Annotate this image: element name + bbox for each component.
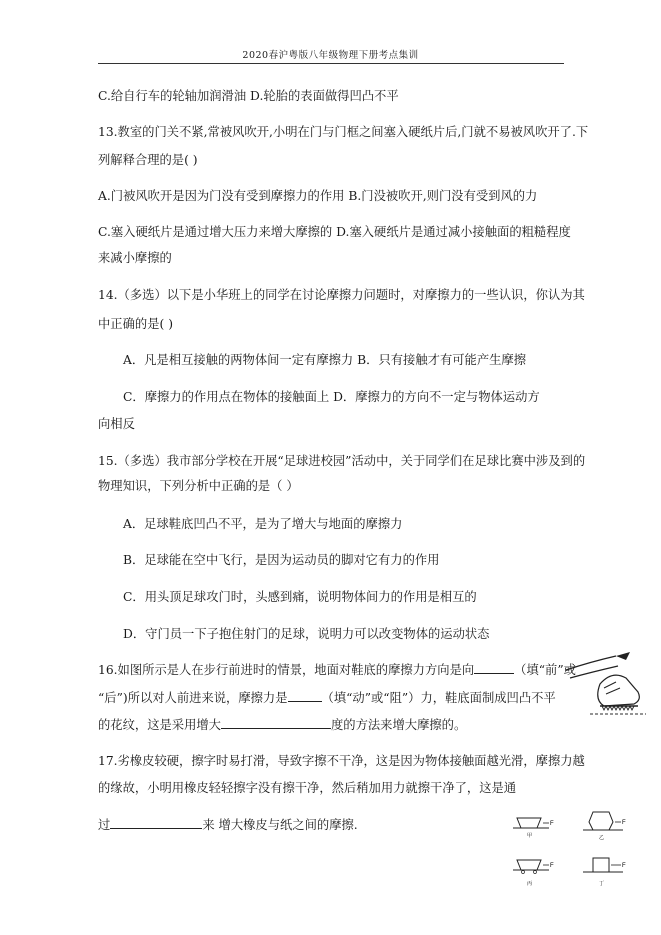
label-ding: 丁	[599, 881, 605, 887]
q15-option-b: B．足球能在空中飞行，是因为运动员的脚对它有力的作用	[123, 553, 440, 567]
q15-stem-2: 物理知识，下列分析中正确的是（ ）	[98, 479, 299, 493]
q16-line-3	[98, 715, 466, 733]
q16-text-3a: 的花纹，这是采用增大	[98, 718, 221, 732]
q12-options-cd: C.给自行车的轮轴加润滑油 D.轮胎的表面做得凹凸不平	[98, 89, 399, 103]
q13-options-ab: A.门被风吹开是因为门没有受到摩擦力的作用 B.门没被吹开,则门没有受到风的力	[98, 189, 538, 203]
q13-stem-1: 13.教室的门关不紧,常被风吹开,小明在门与门框之间塞入硬纸片后,门就不易被风吹开了.下	[98, 125, 589, 139]
q16-blank-1[interactable]	[474, 661, 514, 674]
force-label-ding: F	[622, 863, 626, 869]
q16-text-2b: （填“动”或“阻”）力，鞋底面制成凹凸不平	[321, 691, 556, 705]
label-yi: 乙	[599, 835, 605, 841]
q17-line-3	[98, 815, 358, 833]
page-header: 2020春沪粤版八年级物理下册考点集训	[242, 50, 419, 61]
q16-blank-2[interactable]	[288, 689, 322, 702]
q16-text-2a: “后”)所以对人前进来说，摩擦力是	[98, 691, 288, 705]
q15-option-c: C．用头顶足球攻门时，头感到痛，说明物体间力的作用是相互的	[123, 590, 477, 604]
walking-shoe-illustration	[560, 648, 650, 720]
figure-jia	[513, 818, 554, 839]
q15-stem-1: 15.（多选）我市部分学校在开展“足球进校园”活动中，关于同学们在足球比赛中涉及到的	[98, 454, 586, 468]
q17-line-1: 17.劣橡皮较硬，擦字时易打滑，导致字擦不干净，这是因为物体接触面越光滑，摩擦力越	[98, 754, 585, 768]
q17-text-3a: 过	[98, 818, 111, 832]
q16-text-1a: 16.如图所示是人在步行前进时的情景，地面对鞋底的摩擦力方向是向	[98, 663, 475, 677]
q17-line-2: 的缘故，小明用橡皮轻轻擦字没有擦干净，然后稍加用力就擦干净了，这是通	[98, 781, 517, 795]
figure-bing	[513, 860, 554, 887]
q17-text-3b: 来 增大橡皮与纸之间的摩擦.	[202, 818, 358, 832]
q14-options-cd-2: 向相反	[98, 417, 135, 431]
q14-options-ab: A．凡是相互接触的两物体间一定有摩擦力 B．只有接触才有可能产生摩擦	[123, 353, 527, 367]
force-label-bing: F	[550, 863, 554, 869]
q16-blank-3[interactable]	[221, 716, 331, 729]
force-label-jia: F	[550, 821, 554, 827]
figure-yi	[583, 812, 626, 841]
q14-stem-1: 14.（多选）以下是小华班上的同学在讨论摩擦力问题时，对摩擦力的一些认识，你认为其	[98, 288, 585, 302]
q16-text-3b: 度的方法来增大摩擦的。	[330, 718, 467, 732]
q13-options-cd-2: 来减小摩擦的	[98, 251, 172, 265]
q16-line-1	[98, 660, 576, 678]
friction-experiment-figure	[505, 808, 635, 890]
figure-ding	[583, 858, 626, 887]
q13-options-cd: C.塞入硬纸片是通过增大压力来增大摩擦的 D.塞入硬纸片是通过减小接触面的粗糙程度	[98, 225, 571, 239]
q16-text-1b: （填“前”或	[514, 663, 576, 677]
label-bing: 丙	[527, 881, 533, 887]
q13-stem-2: 列解释合理的是( )	[98, 153, 198, 167]
q16-line-2	[98, 688, 556, 706]
q15-option-a: A．足球鞋底凹凸不平，是为了增大与地面的摩擦力	[123, 517, 403, 531]
header-rule	[98, 63, 564, 64]
label-jia: 甲	[527, 833, 533, 839]
force-label-yi: F	[622, 820, 626, 826]
q14-options-cd: C．摩擦力的作用点在物体的接触面上 D．摩擦力的方向不一定与物体运动方	[123, 390, 540, 404]
q14-stem-2: 中正确的是( )	[98, 317, 173, 331]
q15-option-d: D．守门员一下子抱住射门的足球，说明力可以改变物体的运动状态	[123, 627, 490, 641]
q17-blank[interactable]	[110, 816, 202, 829]
